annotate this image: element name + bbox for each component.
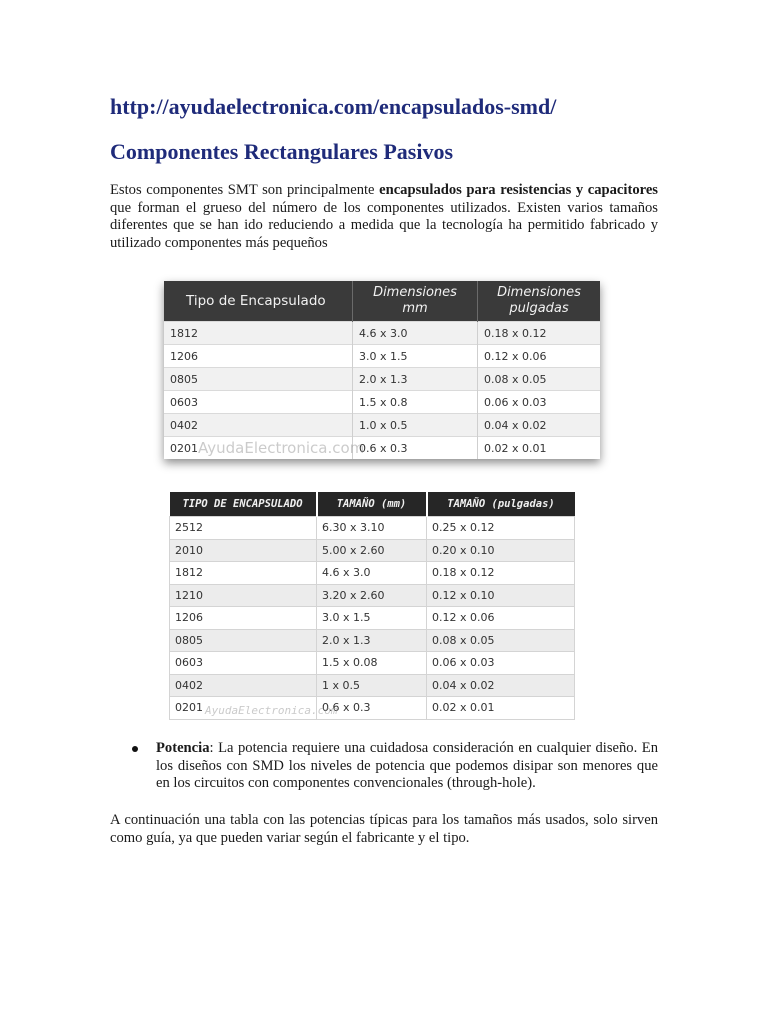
table-cell: 0.12 x 0.06 bbox=[478, 345, 601, 368]
table-row bbox=[170, 584, 575, 607]
intro-paragraph bbox=[110, 182, 658, 252]
table-cell: 1.5 x 0.08 bbox=[317, 652, 427, 675]
bullet-bold-term: Potencia bbox=[156, 740, 210, 756]
table-row bbox=[170, 562, 575, 585]
table-cell: 3.0 x 1.5 bbox=[317, 607, 427, 630]
column-header-mm: Dimensiones mm bbox=[353, 281, 478, 322]
table-row bbox=[170, 697, 575, 720]
bullet-text: : La potencia requiere una cuidadosa consideración en cualquier diseño. En los diseños con SMD los niveles de potencia que podemos disipar son menores que en los circuitos con componentes convencionales (through-hole). bbox=[156, 740, 658, 791]
table-cell: 0402 bbox=[164, 414, 353, 437]
table-cell: 0201 bbox=[170, 697, 317, 720]
column-header-package: TIPO DE ENCAPSULADO bbox=[170, 492, 317, 517]
table-row bbox=[170, 607, 575, 630]
table-cell: 0.18 x 0.12 bbox=[427, 562, 575, 585]
bullet-list bbox=[132, 740, 658, 793]
table-header-row bbox=[170, 492, 575, 517]
table-cell: 0.06 x 0.03 bbox=[478, 391, 601, 414]
column-header-mm: TAMAÑO (mm) bbox=[317, 492, 427, 517]
table-row bbox=[170, 539, 575, 562]
table-row bbox=[164, 322, 600, 345]
source-link[interactable]: http://ayudaelectronica.com/encapsulados-smd/ bbox=[110, 94, 557, 119]
table-cell: 1.0 x 0.5 bbox=[353, 414, 478, 437]
table-cell: 0.25 x 0.12 bbox=[427, 517, 575, 540]
table-cell: 0.06 x 0.03 bbox=[427, 652, 575, 675]
table-body bbox=[170, 517, 575, 720]
table-cell: 0.02 x 0.01 bbox=[427, 697, 575, 720]
table-cell: 0.08 x 0.05 bbox=[478, 368, 601, 391]
column-header-inches: Dimensiones pulgadas bbox=[478, 281, 601, 322]
table-header-row bbox=[164, 281, 600, 322]
table-cell: 0.04 x 0.02 bbox=[478, 414, 601, 437]
table-cell: 6.30 x 3.10 bbox=[317, 517, 427, 540]
table-row bbox=[170, 652, 575, 675]
table-row bbox=[164, 391, 600, 414]
table-row bbox=[164, 414, 600, 437]
table-cell: 0805 bbox=[164, 368, 353, 391]
table-cell: 0603 bbox=[164, 391, 353, 414]
table-cell: 0.12 x 0.06 bbox=[427, 607, 575, 630]
table-cell: 0.20 x 0.10 bbox=[427, 539, 575, 562]
table-cell: 0201 bbox=[164, 437, 353, 460]
intro-bold-text: encapsulados para resistencias y capacitores bbox=[379, 182, 658, 198]
section-heading: Componentes Rectangulares Pasivos bbox=[110, 139, 454, 164]
table-cell: 0.6 x 0.3 bbox=[353, 437, 478, 460]
table-row bbox=[170, 517, 575, 540]
table-cell: 2.0 x 1.3 bbox=[353, 368, 478, 391]
list-item bbox=[132, 740, 658, 793]
table-cell: 2512 bbox=[170, 517, 317, 540]
table-row bbox=[164, 368, 600, 391]
table-cell: 1812 bbox=[164, 322, 353, 345]
table-cell: 1206 bbox=[164, 345, 353, 368]
intro-text-start: Estos componentes SMT son principalmente bbox=[110, 182, 380, 198]
table-cell: 4.6 x 3.0 bbox=[317, 562, 427, 585]
table-cell: 0.12 x 0.10 bbox=[427, 584, 575, 607]
table-cell: 0402 bbox=[170, 674, 317, 697]
table-row bbox=[170, 629, 575, 652]
table-cell: 0805 bbox=[170, 629, 317, 652]
table-cell: 0.18 x 0.12 bbox=[478, 322, 601, 345]
table-body bbox=[164, 322, 600, 460]
package-size-table bbox=[164, 281, 600, 459]
package-size-table-image bbox=[164, 281, 600, 459]
table-cell: 4.6 x 3.0 bbox=[353, 322, 478, 345]
table-cell: 5.00 x 2.60 bbox=[317, 539, 427, 562]
intro-text-end: que forman el grueso del número de los componentes utilizados. Existen varios tamaños diferentes que se han ido reduciendo a medida que la tecnología ha permitido fabricado y utilizado componentes más pequeños bbox=[110, 199, 658, 251]
table-cell: 1.5 x 0.8 bbox=[353, 391, 478, 414]
package-size-table-2 bbox=[169, 492, 575, 720]
watermark: AyudaElectronica.com bbox=[205, 703, 338, 717]
table-row bbox=[164, 345, 600, 368]
table-cell: 1 x 0.5 bbox=[317, 674, 427, 697]
table-cell: 0.6 x 0.3 bbox=[317, 697, 427, 720]
table-cell: 0.04 x 0.02 bbox=[427, 674, 575, 697]
table-row bbox=[164, 437, 600, 460]
table-cell: 0.02 x 0.01 bbox=[478, 437, 601, 460]
column-header-inches: TAMAÑO (pulgadas) bbox=[427, 492, 575, 517]
table-cell: 3.20 x 2.60 bbox=[317, 584, 427, 607]
table-cell: 0603 bbox=[170, 652, 317, 675]
table-cell: 3.0 x 1.5 bbox=[353, 345, 478, 368]
closing-paragraph: A continuación una tabla con las potencias típicas para los tamaños más usados, solo sirven como guía, ya que pueden variar según el fabricante y el tipo. bbox=[110, 812, 658, 846]
package-size-table-2-image bbox=[169, 492, 575, 720]
table-cell: 1206 bbox=[170, 607, 317, 630]
bullet-icon bbox=[132, 746, 138, 752]
table-cell: 1812 bbox=[170, 562, 317, 585]
table-cell: 2.0 x 1.3 bbox=[317, 629, 427, 652]
table-row bbox=[170, 674, 575, 697]
watermark: AyudaElectronica.com bbox=[198, 439, 365, 457]
table-cell: 2010 bbox=[170, 539, 317, 562]
table-cell: 1210 bbox=[170, 584, 317, 607]
column-header-package: Tipo de Encapsulado bbox=[164, 281, 353, 322]
table-cell: 0.08 x 0.05 bbox=[427, 629, 575, 652]
